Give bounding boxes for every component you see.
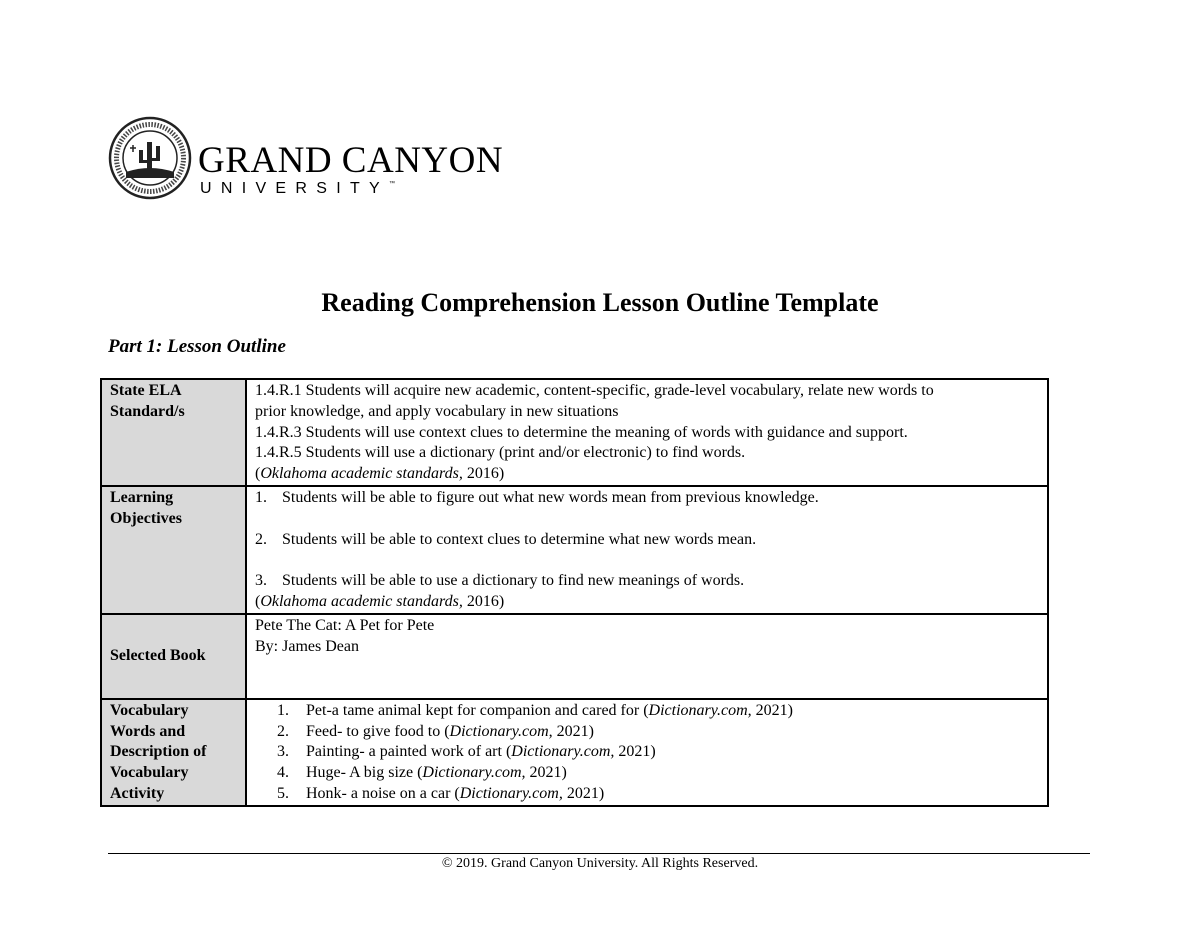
book-author: By: James Dean [255, 637, 359, 655]
logo-subname: UNIVERSITY™ [200, 180, 396, 197]
part-heading: Part 1: Lesson Outline [108, 336, 286, 357]
objectives-list [255, 488, 1041, 592]
label-line: Selected Book [110, 647, 206, 665]
page-title: Reading Comprehension Lesson Outline Template [321, 288, 879, 317]
book-title: Pete The Cat: A Pet for Pete [255, 616, 435, 634]
table-row-book [101, 614, 1048, 699]
vocabulary-cell [246, 699, 1048, 806]
standard-text: prior knowledge, and apply vocabulary in new situations [255, 402, 619, 420]
label-line: Standard/s [110, 402, 185, 420]
list-item: 1. Pet-a tame animal kept for companion and cared for (Dictionary.com, 2021) [277, 701, 793, 719]
objectives-cell [246, 486, 1048, 614]
row-label [101, 614, 246, 699]
list-spacer [255, 550, 1041, 571]
row-label [101, 486, 246, 614]
standard-text: 1.4.R.3 Students will use context clues to determine the meaning of words with guidance and support. [255, 423, 908, 441]
standard-text: 1.4.R.5 Students will use a dictionary (print and/or electronic) to find words. [255, 444, 746, 462]
standard-text: 1.4.R.1 Students will acquire new academic, content-specific, grade-level vocabulary, relate new words to [255, 382, 934, 399]
list-item: 2. Students will be able to context clues to determine what new words mean. [255, 530, 757, 548]
list-item: 3. Painting- a painted work of art (Dictionary.com, 2021) [277, 743, 656, 761]
label-line: Words and [110, 722, 186, 740]
row-label [101, 379, 246, 486]
row-label [101, 699, 246, 806]
list-item: 2. Feed- to give food to (Dictionary.com, 2021) [277, 722, 594, 740]
citation: (Oklahoma academic standards, 2016) [255, 592, 505, 610]
table-row-standards [101, 379, 1048, 486]
label-line: State ELA [110, 382, 182, 399]
standards-cell [246, 379, 1048, 486]
label-line: Vocabulary [110, 764, 189, 782]
footer-divider [108, 853, 1090, 854]
lesson-outline-table [100, 378, 1049, 807]
university-seal-icon [108, 116, 192, 200]
list-item: 4. Huge- A big size (Dictionary.com, 2021) [277, 764, 567, 782]
label-line: Activity [110, 784, 165, 802]
label-line: Learning [110, 488, 174, 506]
label-line: Description of [110, 743, 207, 761]
label-line: Vocabulary [110, 701, 189, 719]
footer-copyright: © 2019. Grand Canyon University. All Rights Reserved. [441, 856, 759, 871]
list-item: 5. Honk- a noise on a car (Dictionary.com, 2021) [277, 784, 605, 802]
citation: (Oklahoma academic standards, 2016) [255, 465, 505, 483]
logo-name: GRAND CANYON [198, 140, 504, 181]
university-logo [108, 116, 504, 202]
table-row-objectives [101, 486, 1048, 614]
table-row-vocabulary [101, 699, 1048, 806]
list-item: 3. Students will be able to use a dictionary to find new meanings of words. [255, 572, 745, 590]
label-line: Objectives [110, 509, 182, 527]
vocabulary-list [255, 701, 1041, 805]
list-item: 1. Students will be able to figure out what new words mean from previous knowledge. [255, 488, 819, 506]
list-spacer [255, 509, 1041, 530]
book-cell [246, 614, 1048, 699]
